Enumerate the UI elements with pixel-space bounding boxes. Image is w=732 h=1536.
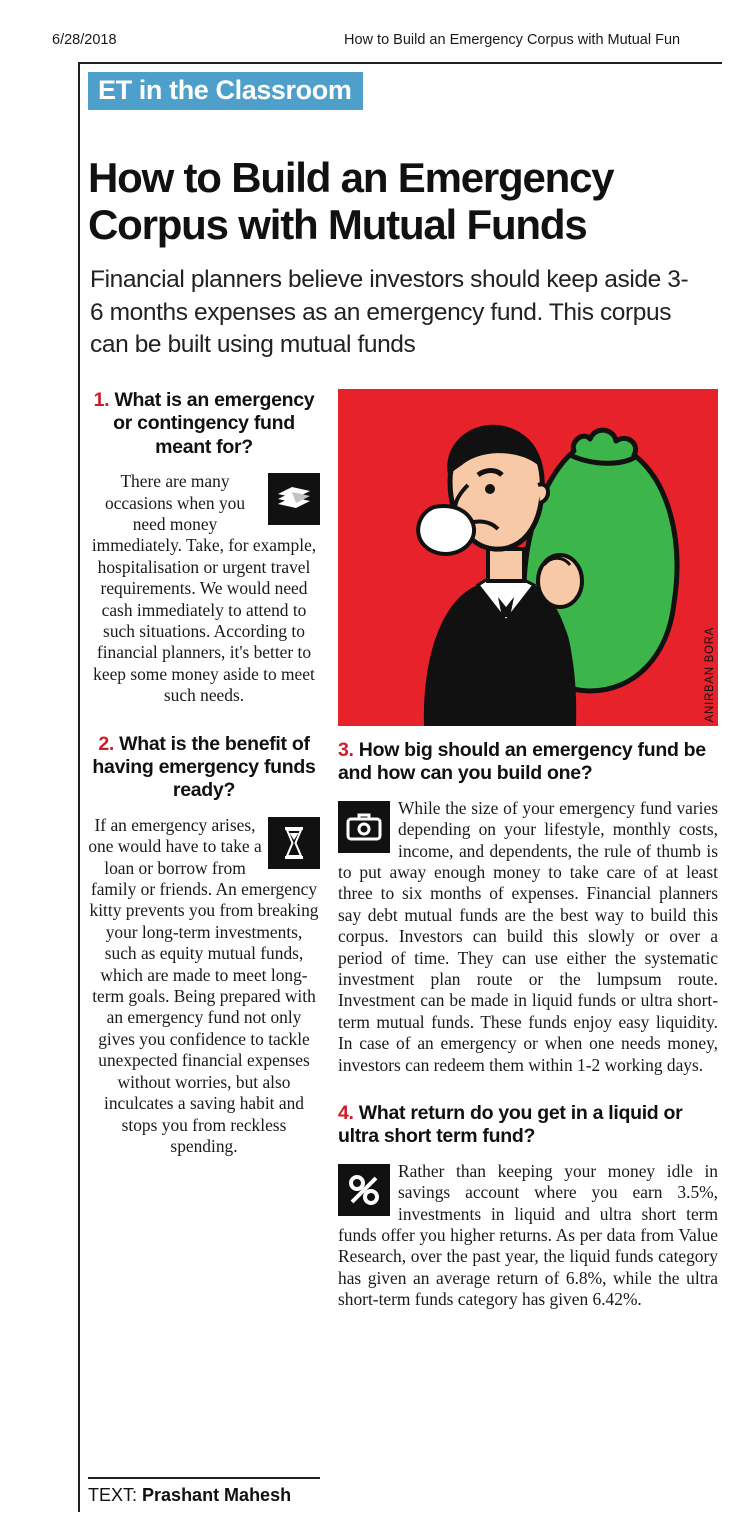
question-4-body: Rather than keeping your money idle in savings account where you earn 3.5%, investments in liquid and ultra short term funds offer you higher returns. As per data from Value Research, over the past year, the liquid funds category has given an average return of 6.8%, while the ultra short-term funds category has given 6.42%. (338, 1160, 718, 1310)
print-doc-title: How to Build an Emergency Corpus with Mutual Fun (344, 32, 681, 48)
byline-label: TEXT: (88, 1485, 138, 1505)
print-header (0, 32, 732, 54)
question-4-heading-text: What return do you get in a liquid or ultra short term fund? (338, 1102, 683, 1148)
byline (88, 1477, 320, 1506)
question-4-number: 4. (338, 1102, 354, 1125)
percent-icon (338, 1164, 390, 1216)
question-3-heading (338, 739, 718, 786)
question-4-block (338, 1161, 718, 1311)
question-1-heading (88, 389, 320, 459)
briefcase-icon (338, 801, 390, 853)
left-column (88, 389, 320, 1157)
illustration-credit: ANIRBAN BORA (704, 626, 716, 722)
question-1-body: There are many occasions when you need money immediately. Take, for example, hospitalisation or urgent travel requirements. We would need cash immediately to attend to such situations. According to financial planners, it's better to keep some money aside to meet such needs. (91, 471, 317, 706)
question-1-heading-text: What is an emergency or contingency fund meant for? (113, 389, 315, 458)
question-1-number: 1. (93, 389, 110, 411)
question-3-heading-text: How big should an emergency fund be and how can you build one? (338, 739, 706, 785)
question-2-body: If an emergency arises, one would have to take a loan or borrow from family or friends. An emergency kitty prevents you from breaking your long-term investments, such as equity mutual funds, which are made to meet long-term goals. Being prepared with an emergency fund not only gives you confidence to tackle unexpected financial expenses without worries, but also inculcates a saving habit and stops you from reckless spending. (88, 814, 319, 1156)
byline-author: Prashant Mahesh (142, 1485, 292, 1505)
question-1-block (88, 471, 320, 706)
question-2-heading (88, 733, 320, 803)
question-2-block (88, 815, 320, 1158)
question-3-block (338, 798, 718, 1076)
question-4-heading (338, 1102, 718, 1149)
page-title: How to Build an Emergency Corpus with Mutual Funds (88, 154, 614, 249)
hourglass-icon (268, 817, 320, 869)
article-body (78, 62, 722, 1512)
question-3-body: While the size of your emergency fund varies depending on your lifestyle, monthly costs, income, and dependents, the rule of thumb is to put away enough money to take care of at least three to six months of expenses. Financial planners say debt mutual funds are the best way to build this corpus. Investors can build this slowly or over a period of time. They can use either the systematic investment plan route or the lumpsum route. Investment can be made in liquid funds or ultra short-term mutual funds. These funds enjoy easy liquidity. In case of an emergency or when one needs money, investors can redeem them within 1-2 working days. (338, 797, 718, 1075)
illustration (338, 389, 718, 726)
print-date: 6/28/2018 (52, 32, 117, 48)
standfirst: Financial planners believe investors should keep aside 3-6 months expenses as an emergency fund. This corpus can be built using mutual funds (90, 266, 689, 359)
section-kicker: ET in the Classroom (88, 72, 363, 110)
question-2-heading-text: What is the benefit of having emergency funds ready? (92, 732, 316, 802)
right-column (338, 739, 718, 1311)
question-3-number: 3. (338, 739, 354, 761)
question-2-number: 2. (98, 732, 114, 755)
cash-stack-icon (268, 473, 320, 525)
